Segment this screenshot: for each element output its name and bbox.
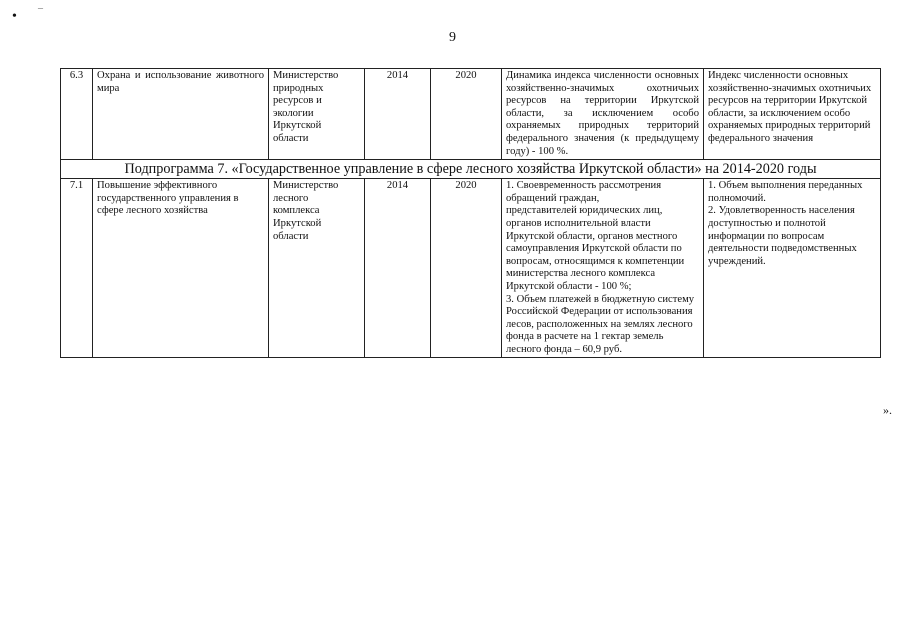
expected-result: Динамика индекса численности основных хозяйственно-значимых охотничьих ресурсов на территории Иркутской области, за исключением особо охраняемых природных территорий федерального значения (к предыдущему году) - 100 %. bbox=[502, 69, 704, 160]
row-number: 6.3 bbox=[61, 69, 93, 160]
page-number: 9 bbox=[449, 30, 456, 45]
subprogram-header-row bbox=[61, 160, 881, 179]
scan-mark-dot: • bbox=[12, 9, 17, 24]
closing-quote-mark: ». bbox=[883, 403, 892, 417]
row-number: 7.1 bbox=[61, 179, 93, 358]
end-year: 2020 bbox=[431, 179, 502, 358]
scan-mark-tick: ¯ bbox=[38, 8, 43, 19]
measure-executor: Министерство природных ресурсов и экологии Иркутской области bbox=[269, 69, 365, 160]
target-indicator: 1. Объем выполнения переданных полномочий. 2. Удовлетворенность населения доступностью и полнотой информации по вопросам деятельности подведомственных учреждений. bbox=[704, 179, 881, 358]
expected-result: 1. Своевременность рассмотрения обращений граждан, представителей юридических лиц, органов исполнительной власти Иркутской области, органов местного самоуправления Иркутской области по вопросам, относящимся к компетенции министерства лесного комплекса Иркутской области - 100 %; 3. Объем платежей в бюджетную систему Российской Федерации от использования лесов, расположенных на землях лесного фонда в расчете на 1 гектар земель лесного фонда – 60,9 руб. bbox=[502, 179, 704, 358]
target-indicator: Индекс численности основных хозяйственно-значимых охотничьих ресурсов на территории Иркутской области, за исключением особо охраняемых природных территорий федерального значения bbox=[704, 69, 881, 160]
end-year: 2020 bbox=[431, 69, 502, 160]
start-year: 2014 bbox=[365, 179, 431, 358]
subprogram-title: Подпрограмма 7. «Государственное управление в сфере лесного хозяйства Иркутской области» на 2014-2020 годы bbox=[61, 160, 881, 179]
measure-executor: Министерство лесного комплекса Иркутской области bbox=[269, 179, 365, 358]
table-row-7-1 bbox=[61, 179, 881, 358]
start-year: 2014 bbox=[365, 69, 431, 160]
measure-name: Повышение эффективного государственного управления в сфере лесного хозяйства bbox=[93, 179, 269, 358]
table-row-6-3 bbox=[61, 69, 881, 160]
measure-name: Охрана и использование животного мира bbox=[93, 69, 269, 160]
program-measures-table bbox=[60, 68, 881, 358]
